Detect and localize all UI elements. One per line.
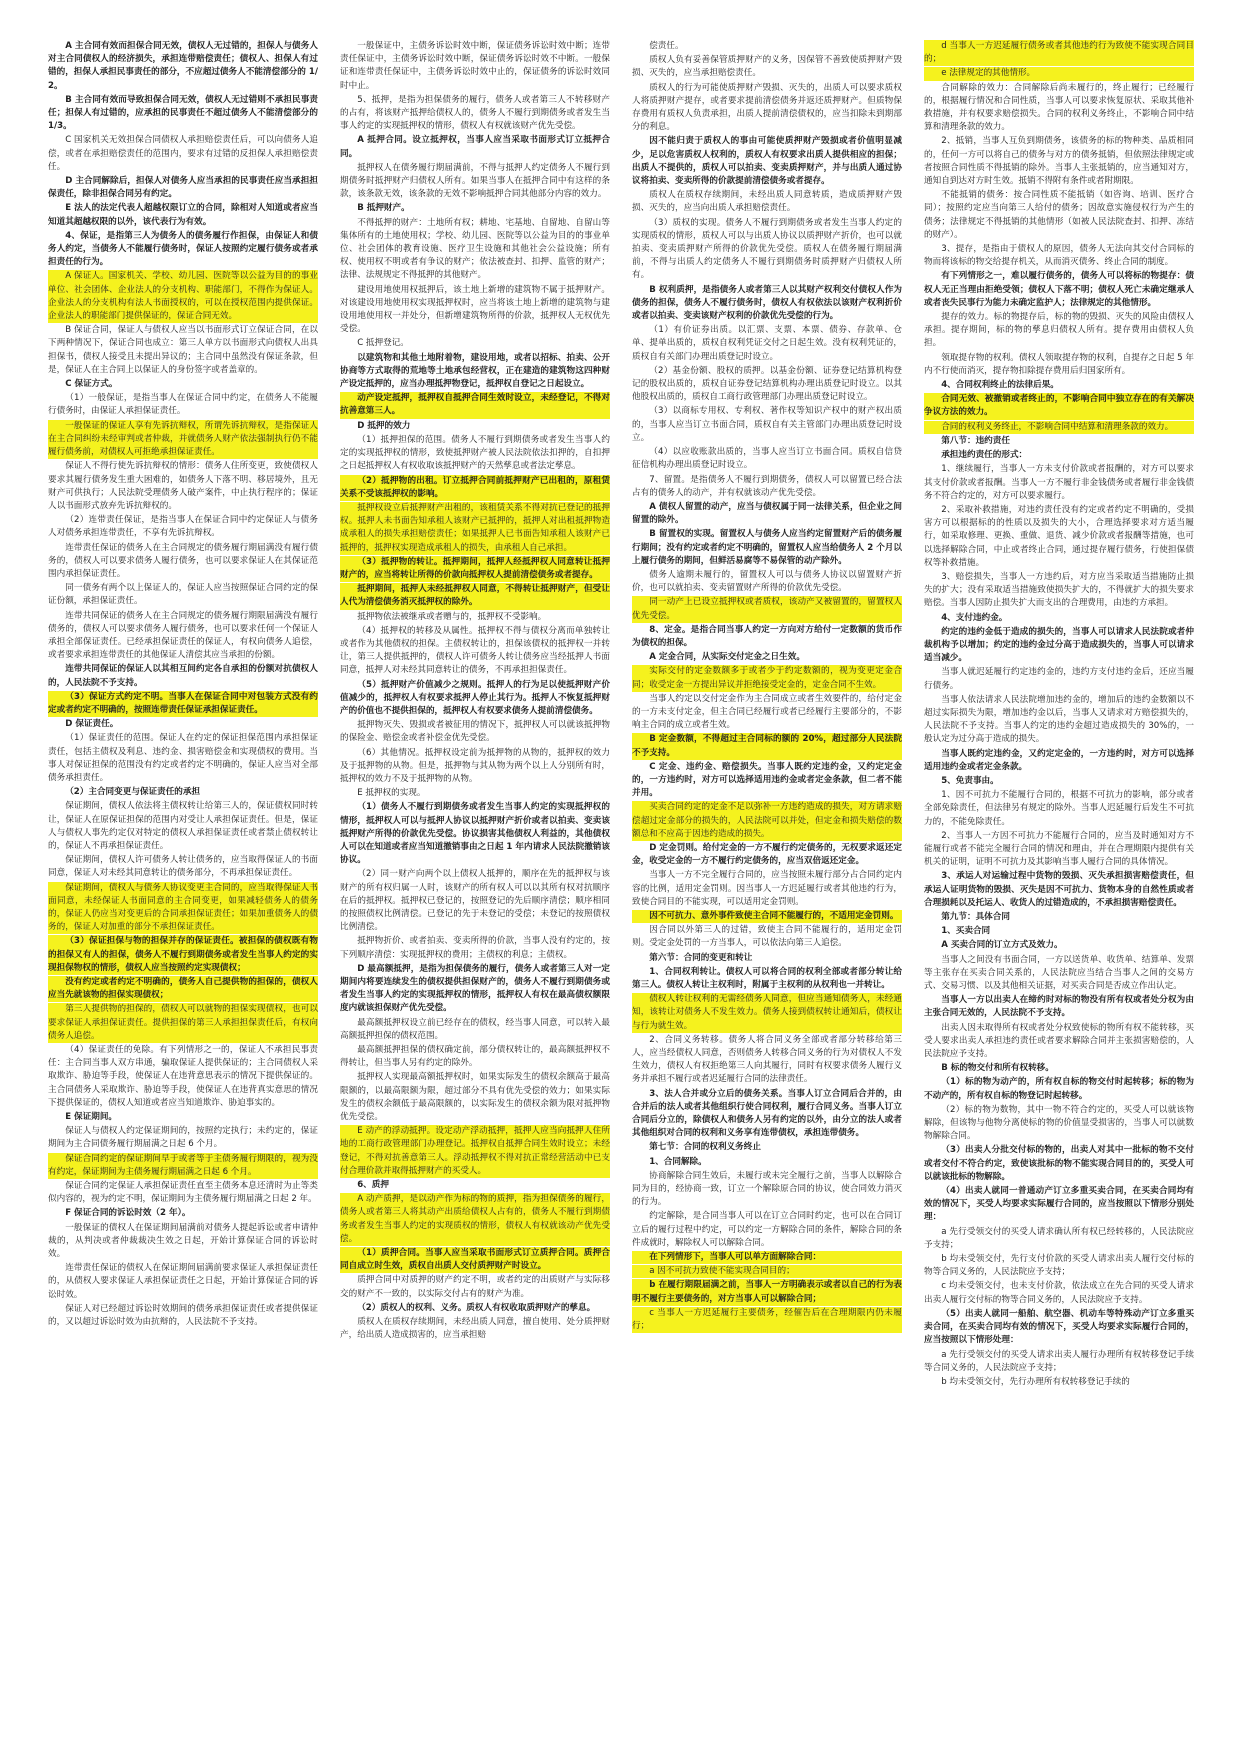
paragraph: （2）抵押物的出租。订立抵押合同前抵押财产已出租的，原租赁关系不受该抵押权的影响。 [340,475,610,501]
paragraph: 第三人提供物的担保的，债权人可以就物的担保实现债权，也可以要求保证人承担保证责任。提供担保的第三人承担担保责任后，有权向债务人追偿。 [48,1003,318,1043]
paragraph: （6）其他情况。抵押权设定前为抵押物的从物的，抵押权的效力及于抵押物的从物。但是，抵押物与其从物为两个以上人分别所有时，抵押权的效力不及于抵押物的从物。 [340,747,610,784]
paragraph: （1）标的物为动产的，所有权自标的物交付时起转移；标的物为不动产的，所有权自标的物登记时起转移。 [924,1077,1194,1101]
paragraph: 当事人一方不完全履行合同的，应当按照未履行部分占合同约定内容的比例，适用定金罚则。因当事人一方迟延履行或者其他违约行为，致使合同目的不能实现，可以适用定金罚则。 [632,870,902,907]
paragraph: a 因不可抗力致使不能实现合同目的； [632,1265,902,1278]
paragraph: A 债权人留置的动产，应当与债权属于同一法律关系，但企业之间留置的除外。 [632,501,902,526]
paragraph: 当事人之间没有书面合同，一方以送货单、收货单、结算单、发票等主张存在买卖合同关系的，人民法院应当结合当事人之间的交易方式、交易习惯、以及其他相关证据，对买卖合同是否成立作出认定。 [924,954,1194,992]
paragraph: 保证期间，债权人许可债务人转让债务的，应当取得保证人的书面同意，保证人对未经其同意转让的债务部分，不再承担保证责任。 [48,855,318,879]
paragraph: F 保证合同的诉讼时效（2 年）。 [65,1208,191,1219]
paragraph: C 保证方式。 [65,379,118,390]
paragraph: C 定金、违约金、赔偿损失。当事人既约定违约金，又约定定金的，一方违约时，对方可以选择适用违约金或者定金条款，但二者不能并用。 [632,761,902,799]
paragraph: 3、提存，是指由于债权人的原因，债务人无法向其交付合同标的物而将该标的物交给提存机关，从而消灭债务、终止合同的制度。 [924,244,1194,268]
paragraph: 3、承运人对运输过程中货物的毁损、灭失承担损害赔偿责任，但承运人证明货物的毁损、灭失是因不可抗力、货物本身的自然性质或者合理损耗以及托运人、收货人的过错造成的，不承担损害赔偿责任。 [924,871,1194,908]
paragraph: 1、合同权利转让。债权人可以将合同的权利全部或者部分转让给第三人。债权人转让主权利时，附属于主权利的从权利也一并转让。 [632,966,902,991]
paragraph: 建设用地使用权抵押后，该土地上新增的建筑物不属于抵押财产。对该建设用地使用权实现抵押权时，应当将该土地上新增的建筑物与建设用地使用权一并处分，但新增建筑物所得的价款，抵押权人无权优先受偿。 [340,284,610,335]
paragraph: （2）连带责任保证，是指当事人在保证合同中约定保证人与债务人对债务承担连带责任，不享有先诉抗辩权。 [48,515,318,539]
paragraph: E 抵押权的实现。 [357,788,426,799]
paragraph: 协商解除合同生效后，未履行或未完全履行之前，当事人以解除合同为目的，经协商一致，订立一个解除原合同的协议，使合同效力消灭的行为。 [632,1170,902,1208]
paragraph: （3）保证方式约定不明。当事人在保证合同中对包装方式没有约定或者约定不明确的，按照连带责任保证承担保证责任。 [48,691,318,717]
text-column-1 [48,40,318,1330]
paragraph: 抵押物灭失、毁损或者被征用的情况下，抵押权人可以就该抵押物的保险金、赔偿金或者补偿金优先受偿。 [340,720,610,744]
paragraph: 1、继续履行，当事人一方未支付价款或者报酬的，对方可以要求其支付价款或者报酬。当事人一方不履行非金钱债务或者履行非金钱债务不符合约定的，对方可以要求履行。 [924,464,1194,501]
paragraph: A 买卖合同的订立方式及效力。 [941,940,1063,951]
paragraph: a 先行受领交付的买受人请求出卖人履行办理所有权转移登记手续等合同义务的，人民法院应予支持； [924,1349,1194,1373]
paragraph: 同一债务有两个以上保证人的，保证人应当按照保证合同约定的保证份额，承担保证责任。 [48,583,318,607]
paragraph: 保证合同约定保证人承担保证责任直至主债务本息还清时为止等类似内容的，视为约定不明，保证期间为主债务履行期届满之日起 2 年。 [48,1181,318,1205]
paragraph: 质权人负有妥善保管质押财产的义务，因保管不善致使质押财产毁损、灭失的，应当承担赔偿责任。 [632,55,902,79]
paragraph: 抵押权设立后抵押财产出租的，该租赁关系不得对抗已登记的抵押权。抵押人未书面告知承租人该财产已抵押的，抵押人对出租抵押物造成承租人的损失承担赔偿责任；如果抵押人已书面告知承租人该财产已抵押的，抵押权实现造成承租人的损失，由承租人自己承担。 [340,502,610,555]
paragraph: b 均未受领交付，先行支付价款的买受人请求出卖人履行交付标的物等合同义务的，人民法院应予支持； [924,1254,1194,1278]
paragraph: 保证人对已经超过诉讼时效期间的债务承担保证责任或者提供保证的，又以超过诉讼时效为由抗辩的，人民法院不予支持。 [48,1303,318,1328]
paragraph: （1）债务人不履行到期债务或者发生当事人约定的实现抵押权的情形，抵押权人可以与抵押人协议以抵押财产折价或者以拍卖、变卖该抵押财产所得的价款优先受偿。协议损害其他债权人利益的，其他债权人可以在知道或者应当知道撤销事由之日起 1 年内请求人民法院撤销该协议。 [340,802,610,866]
paragraph: a 先行受领交付的买受人请求确认所有权已经转移的，人民法院应予支持； [924,1226,1194,1250]
paragraph: （3）抵押物的转让。抵押期间，抵押人经抵押权人同意转让抵押财产的，应当将转让所得的价款向抵押权人提前清偿债务或者提存。 [340,556,610,582]
paragraph: D 主合同解除后，担保人对债务人应当承担的民事责任应当承担担保责任，除非担保合同另有约定。 [48,176,318,200]
paragraph: A 抵押合同。设立抵押权，当事人应当采取书面形式订立抵押合同。 [340,135,610,159]
paragraph: 承担违约责任的形式： [941,450,1028,461]
paragraph: 4、合同权利终止的法律后果。 [941,380,1059,391]
paragraph: B 抵押财产。 [357,203,410,214]
paragraph: B 标的物交付和所有权转移。 [941,1063,1054,1074]
paragraph: 第六节：合同的变更和转让 [649,952,753,963]
paragraph: 提存的效力。标的物提存后，标的物的毁损、灭失的风险由债权人承担。提存期间，标的物的孳息归债权人所有。提存费用由债权人负担。 [924,312,1194,349]
paragraph: D 保证责任。 [65,719,119,730]
paragraph: 动产设定抵押，抵押权自抵押合同生效时设立，未经登记，不得对抗善意第三人。 [340,392,610,418]
paragraph: （3）出卖人分批交付标的物的，出卖人对其中一批标的物不交付或者交付不符合约定，致使该批标的物不能实现合同目的的，买受人可以就该批标的物解除。 [924,1145,1194,1182]
paragraph: 一般保证的债权人在保证期间届满前对债务人提起诉讼或者申请仲裁的，从判决或者仲裁裁决生效之日起，开始计算保证合同的诉讼时效。 [48,1222,318,1260]
paragraph: 当事人既约定违约金，又约定定金的，一方违约时，对方可以选择适用违约金或者定金条款。 [924,748,1194,772]
paragraph: 保证人与债权人约定保证期间的，按照约定执行；未约定的，保证期间为主合同债务履行期届满之日起 6 个月。 [48,1126,318,1150]
paragraph: 不能抵销的债务：按合同性质不能抵销（如咨询、培训、医疗合同）；按照约定应当向第三人给付的债务；因故意实施侵权行为产生的债务；法律规定不得抵销的其他情形（如被人民法院查封、扣押、冻结的财产）。 [924,190,1194,240]
paragraph: A 定金合同，从实际交付定金之日生效。 [649,652,805,663]
paragraph: B 保证合同，保证人与债权人应当以书面形式订立保证合同，在以下两种情况下，保证合同也成立：第三人单方以书面形式向债权人出具担保书，债权人接受且未提出异议的；主合同中虽然没有保证条款，但是，保证人在主合同上以保证人的身份签字或者盖章的。 [48,325,318,375]
paragraph: 2、采取补救措施，对违约责任没有约定或者约定不明确的，受损害方可以根据标的的性质以及损失的大小，合理选择要求对方适当履行，如采取修理、更换、重做、退货、减少价款或者报酬等措施，也可以选择解除合同，中止或者终止合同，通过提存履行债务，行使担保债权等补救措施。 [924,504,1194,568]
text-column-2 [340,40,610,1344]
paragraph: 以建筑物和其他土地附着物，建设用地，或者以招标、拍卖、公开协商等方式取得的荒地等土地承包经营权，正在建造的建筑物这四种财产设定抵押的，应当办理抵押物登记，抵押权自登记之日起设立。 [340,352,610,390]
paragraph: 7、留置。是指债务人不履行到期债务，债权人可以留置已经合法占有的债务人的动产，并有权就该动产优先受偿。 [632,474,902,498]
paragraph: C 国家机关无效担保合同债权人承担赔偿责任后，可以向债务人追偿，或者在承担赔偿责任的范围内，要求有过错的反担保人承担赔偿责任。 [48,135,318,172]
paragraph: 保证期间，债权人依法将主债权转让给第三人的，保证债权同时转让，保证人在原保证担保的范围内对受让人承担保证责任。但是，保证人与债权人事先约定仅对特定的债权人承担保证责任或者禁止债权转让的，保证人不再承担保证责任。 [48,801,318,851]
paragraph: c 均未受领交付，也未支付价款，依法成立在先合同的买受人请求出卖人履行交付标的物等合同义务的，人民法院应予支持。 [924,1281,1194,1305]
paragraph: 6、质押 [357,1180,389,1191]
paragraph: 质权人在质权存续期间，未经出质人同意，擅自使用、处分质押财产，给出质人造成损害的，应当承担赔 [340,1317,610,1341]
paragraph: D 抵押的效力 [357,420,411,431]
paragraph: （4）以应收账款出质的，当事人应当订立书面合同。质权自信贷征信机构办理出质登记时设立。 [632,447,902,471]
paragraph: （2）基金份额、股权的质押。以基金份额、证券登记结算机构登记的股权出质的，质权自证券登记结算机构办理出质登记时设立。以其他股权出质的，质权自工商行政管理部门办理出质登记时设立。 [632,365,902,403]
paragraph: 连带共同保证的债务人在主合同规定的债务履行期限届满没有履行债务的，债权人可以要求债务人履行债务，也可以要求任何一个保证人承担全部保证责任。已经承担保证责任的保证人，有权向债务人追偿，或者要求承担连带责任的其他保证人清偿其应当承担的份额。 [48,610,318,661]
paragraph: 3、法人合并或分立后的债务关系。当事人订立合同后合并的，由合并后的法人或者其他组织行使合同权利，履行合同义务。当事人订立合同后分立的，除债权人和债务人另有约定的以外，由分立的法人或者其他组织对合同的权利和义务享有连带债权，承担连带债务。 [632,1088,902,1139]
paragraph: （3）以商标专用权、专利权、著作权等知识产权中的财产权出质的，当事人应当订立书面合同，质权自有关主管部门办理出质登记时设立。 [632,406,902,443]
paragraph: 一般保证的保证人享有先诉抗辩权，所谓先诉抗辩权，是指保证人在主合同纠纷未经审判或者仲裁，并就债务人财产依法强制执行仍不能履行债务前，对债权人可拒绝承担保证责任。 [48,420,318,460]
paragraph: D 定金罚则。给付定金的一方不履行约定债务的，无权要求返还定金，收受定金的一方不履行约定债务的，应当双倍返还定金。 [632,842,902,867]
text-column-4 [924,40,1194,1390]
paragraph: B 主合同有效而导致担保合同无效，债权人无过错则不承担民事责任；担保人有过错的，应承担的民事责任不超过债务人不能清偿部分的 1/3。 [48,94,318,132]
paragraph: B 权利质押，是指债务人或者第三人以其财产权利交付债权人作为债务的担保，债务人不履行债务时，债权人有权依法以该财产权利折价或者以拍卖、变卖该财产权利的价款优先受偿的行为。 [632,284,902,322]
paragraph: 出卖人因未取得所有权或者处分权致使标的物所有权不能转移，买受人要求出卖人承担违约责任或者要求解除合同并主张损害赔偿的，人民法院应予支持。 [924,1022,1194,1060]
paragraph: 约定解除，是合同当事人可以在订立合同时约定，也可以在合同订立后的履行过程中约定，可以约定一方解除合同的条件，解除合同的条件成就时，解除权人可以解除合同。 [632,1211,902,1248]
paragraph: （3）质权的实现。债务人不履行到期债务或者发生当事人约定的实现质权的情形，质权人可以与出质人协议以质押财产折价，也可以就拍卖、变卖质押财产所得的价款优先受偿。质权人在债务履行期届满前，不得与出质人约定债务人不履行到期债务时质押财产归债权人所有。 [632,217,902,281]
paragraph: 抵押权人在债务履行期届满前，不得与抵押人约定债务人不履行到期债务时抵押财产归债权人所有。如果当事人在抵押合同中有这样的条款，该条款无效，该条款的无效不影响抵押合同其他部分内容的效力。 [340,162,610,200]
paragraph: 质权人在质权存续期间，未经出质人同意转质，造成质押财产毁损、灭失的，应当向出质人承担赔偿责任。 [632,190,902,214]
paragraph: 因合同以外第三人的过错，致使主合同不能履行的，适用定金罚则。受定金处罚的一方当事人，可以依法向第三人追偿。 [632,925,902,949]
paragraph: B 留置权的实现。留置权人与债务人应当约定留置财产后的债务履行期间；没有约定或者约定不明确的，留置权人应当给债务人 2 个月以上履行债务的期间，但鲜活易腐等不易保管的动产除外。 [632,529,902,566]
paragraph: 一般保证中，主债务诉讼时效中断，保证债务诉讼时效中断；连带责任保证中，主债务诉讼时效中断，保证债务诉讼时效不中断。一般保证和连带责任保证中，主债务诉讼时效中止的，保证债务的诉讼时效同时中止。 [340,41,610,91]
paragraph: （1）有价证券出质。以汇票、支票、本票、债券、存款单、仓单、提单出质的，质权自权利凭证交付之日起生效。没有权利凭证的，质权自有关部门办理出质登记时设立。 [632,325,902,362]
paragraph: 保证人不得行使先诉抗辩权的情形：债务人住所变更，致使债权人要求其履行债务发生重大困难的，如债务人下落不明、移居境外，且无财产可供执行；人民法院受理债务人破产案件，中止执行程序的；保证人以书面形式放弃先诉抗辩权的。 [48,461,318,511]
paragraph: 最高额抵押担保的债权确定前，部分债权转让的，最高额抵押权不得转让，但当事人另有约定的除外。 [340,1045,610,1069]
paragraph: 当事人一方以出卖人在缔约时对标的物没有所有权或者处分权为由主张合同无效的，人民法院不予支持。 [924,995,1194,1019]
paragraph: （2）标的物为数物，其中一物不符合约定的，买受人可以就该物解除，但该物与他物分离使标的物的价值显受损害的，当事人可以就数物解除合同。 [924,1104,1194,1142]
paragraph: 5、抵押，是指为担保债务的履行，债务人或者第三人不转移财产的占有，将该财产抵押给债权人的，债务人不履行到期债务或者发生当事人约定的实现抵押权的情形，债权人有权就该财产优先受偿。 [340,94,610,132]
paragraph: C 抵押登记。 [357,338,409,349]
paragraph: 5、免责事由。 [941,775,999,786]
paragraph: E 保证期间。 [65,1112,118,1123]
paragraph: 质押合同中对质押的财产约定不明，或者约定的出质财产与实际移交的财产不一致的，以实际交付占有的财产为准。 [340,1275,610,1299]
paragraph: 保证期间，债权人与债务人协议变更主合同的，应当取得保证人书面同意，未经保证人书面同意的主合同变更，如果减轻债务人的债务的，保证人仍应当对变更后的合同承担保证责任；如果加重债务人的债务的，保证人对加重的部分不承担保证责任。 [48,882,318,935]
paragraph: 4、支付违约金。 [941,612,1008,623]
paragraph: D 最高额抵押，是指为担保债务的履行，债务人或者第三人对一定期间内将要连续发生的债权提供担保财产的，债务人不履行到期债务或者发生当事人约定的实现抵押权的情形，抵押权人有权在最高债权额限度内就该担保财产优先受偿。 [340,963,610,1014]
paragraph: b 在履行期限届满之前，当事人一方明确表示或者以自己的行为表明不履行主要债务的，对方当事人可以解除合同； [632,1279,902,1305]
paragraph: 债权人转让权利的无需经债务人同意，但应当通知债务人，未经通知，该转让对债务人不发生效力。债务人接到债权转让通知后，债权让与行为就生效。 [632,993,902,1033]
paragraph: 没有约定或者约定不明确的，债务人自己提供物的担保的，债权人应当先就该物的担保实现债权； [48,976,318,1002]
paragraph: （1）保证责任的范围。保证人在约定的保证担保范围内承担保证责任，包括主债权及利息、违约金、损害赔偿金和实现债权的费用。当事人对保证担保的范围没有约定或者约定不明确的，保证人应当对全部债务承担责任。 [48,733,318,783]
paragraph: （4）保证责任的免除。有下列情形之一的，保证人不承担民事责任：主合同当事人双方串通，骗取保证人提供保证的；主合同债权人采取欺诈、胁迫等手段，使保证人在违背意思表示的情况下提供保证的。主合同债务人采取欺诈、胁迫等手段，使保证人在违背真实意思的情况下提供保证的，债权人知道或者应当知道欺诈、胁迫事实的。 [48,1045,318,1108]
paragraph: 2、抵销，当事人互负到期债务，该债务的标的物种类、品质相同的，任何一方可以将自己的债务与对方的债务抵销，但依照法律规定或者按照合同性质不得抵销的除外。当事人主张抵销的，应当通知对方，通知自到达对方时生效。抵销不得附有条件或者附期限。 [924,136,1194,187]
paragraph: b 均未受领交付，先行办理所有权转移登记手续的 [941,1376,1130,1387]
paragraph: 1、合同解除。 [649,1156,707,1167]
paragraph: 抵押物折价、或者拍卖、变卖所得的价款，当事人没有约定的，按下列顺序清偿：实现抵押权的费用；主债权的利息；主债权。 [340,936,610,960]
paragraph: d 当事人一方迟延履行债务或者其他违约行为致使不能实现合同目的； [924,40,1194,66]
paragraph: 合同的权利义务终止，不影响合同中结算和清理条款的效力。 [924,421,1194,434]
paragraph: 约定的违约金低于造成的损失的，当事人可以请求人民法院或者仲裁机构予以增加；约定的违约金过分高于造成损失的，当事人可以请求适当减少。 [924,626,1194,664]
paragraph: 抵押权人实现最高额抵押权时，如果实际发生的债权余额高于最高限额的，以最高限额为限，超过部分不具有优先受偿的效力；如果实际发生的债权余额低于最高限额的，以实际发生的债权余额为限对抵押物优先受偿。 [340,1072,610,1123]
paragraph: （1）质押合同。当事人应当采取书面形式订立质押合同。质押合同自成立时生效，质权自出质人交付质押财产时设立。 [340,1247,610,1273]
paragraph: A 动产质押，是以动产作为标的物的质押，指为担保债务的履行，债务人或者第三人将其动产出质给债权人占有的，债务人不履行到期债务或者发生当事人约定的实现质权的情形，债权人有权就该动产优先受偿。 [340,1193,610,1246]
paragraph: 最高额抵押权设立前已经存在的债权，经当事人同意，可以转入最高额抵押担保的债权范围。 [340,1017,610,1041]
paragraph: 抵押物依法被继承或者赠与的，抵押权不受影响。 [357,611,547,622]
paragraph: 合同解除的效力：合同解除后尚未履行的，终止履行；已经履行的，根据履行情况和合同性质，当事人可以要求恢复原状、采取其他补救措施，并有权要求赔偿损失。合同的权利义务终止，不影响合同中结算和清理条款的效力。 [924,82,1194,133]
paragraph: 3、赔偿损失，当事人一方违约后，对方应当采取适当措施防止损失的扩大；没有采取适当措施致使损失扩大的，不得就扩大的损失要求赔偿。当事人因防止损失扩大而支出的合理费用，由违约方承担。 [924,571,1194,609]
paragraph: （4）抵押权的转移及从属性。抵押权不得与债权分离而单独转让或者作为其他债权的担保。主债权转让的，担保该债权的抵押权一并转让，第三人提供抵押的，债权人许可债务人转让债务应当经抵押人书面同意，抵押人对未经其同意转让的债务，不再承担担保责任。 [340,625,610,676]
paragraph: （3）保证担保与物的担保并存的保证责任。被担保的债权既有物的担保又有人的担保，债务人不履行到期债务或者发生当事人约定的实现担保物权的情形，债权人应当按照约定实现债权； [48,935,318,975]
paragraph: E 动产的浮动抵押。设定动产浮动抵押，抵押人应当向抵押人住所地的工商行政管理部门办理登记。抵押权自抵押合同生效时设立；未经登记，不得对抗善意第三人。浮动抵押权不得对抗正常经营活动中已支付合理价款并取得抵押财产的买受人。 [340,1125,610,1178]
paragraph: 第八节：违约责任 [941,435,1010,446]
paragraph: A 保证人。国家机关、学校、幼儿园、医院等以公益为目的的事业单位、社会团体、企业法人的分支机构、职能部门，不得作为保证人。企业法人的分支机构有法人书面授权的，可以在授权范围内提供保证。企业法人的职能部门提供保证的，保证合同无效。 [48,270,318,323]
paragraph: （1）一般保证，是指当事人在保证合同中约定，在债务人不能履行债务时，由保证人承担保证责任。 [48,393,318,417]
text-column-3 [632,40,902,1334]
paragraph: 保证合同约定的保证期间早于或者等于主债务履行期限的，视为没有约定，保证期间为主债务履行期届满之日起 6 个月。 [48,1153,318,1179]
paragraph: 连带责任保证的债权人在保证期间届满前要求保证人承担保证责任的，从债权人要求保证人承担保证责任之日起，开始计算保证合同的诉讼时效。 [48,1263,318,1300]
paragraph: 连带共同保证的保证人以其相互间约定各自承担的份额对抗债权人的，人民法院不予支持。 [48,664,318,688]
paragraph: （4）出卖人就同一普通动产订立多重买卖合同，在买卖合同均有效的情况下，买受人均要求实际履行合同的，应当按照以下情形分别处理： [924,1186,1194,1223]
paragraph: 因不可抗力、意外事件致使主合同不能履行的，不适用定金罚则。 [632,910,902,923]
paragraph: （5）出卖人就同一船舶、航空器、机动车等特殊动产订立多重买卖合同，在买卖合同均有效的情况下，买受人均要求实际履行合同的，应当按照以下情形处理： [924,1308,1194,1346]
paragraph: （2）同一财产向两个以上债权人抵押的，顺序在先的抵押权与该财产的所有权归属一人时，该财产的所有权人可以以其所有权对抗顺序在后的抵押权。抵押权已登记的，按照登记的先后顺序清偿；顺序相同的按照债权比例清偿。已登记的先于未登记的受偿；未登记的按照债权比例清偿。 [340,869,610,933]
paragraph: （2）主合同变更与保证责任的承担 [65,787,201,798]
paragraph: 合同无效、被撤销或者终止的，不影响合同中独立存在的有关解决争议方法的效力。 [924,393,1194,419]
paragraph: 1、买卖合同 [941,926,991,937]
paragraph: 买卖合同约定的定金不足以弥补一方违约造成的损失，对方请求赔偿超过定金部分的损失的，人民法院可以并处，但定金和损失赔偿的数额总和不应高于因违约造成的损失。 [632,801,902,841]
paragraph: 偿责任。 [649,41,684,51]
paragraph: 同一动产上已设立抵押权或者质权，该动产又被留置的，留置权人优先受偿。 [632,596,902,622]
paragraph: 债务人逾期未履行的，留置权人可以与债务人协议以留置财产折价，也可以就拍卖、变卖留置财产所得的价款优先受偿。 [632,569,902,594]
paragraph: 第九节：具体合同 [941,912,1010,922]
paragraph: B 定金数额，不得超过主合同标的额的 20%，超过部分人民法院不予支持。 [632,733,902,759]
paragraph: e 法律规定的其他情形。 [924,67,1194,80]
paragraph: 抵押期间，抵押人未经抵押权人同意，不得转让抵押财产，但受让人代为清偿债务消灭抵押权的除外。 [340,583,610,609]
paragraph: 质权人的行为可能使质押财产毁损、灭失的，出质人可以要求质权人将质押财产提存，或者要求提前清偿债务并返还质押财产。但质物保存费用有质权人负责承担，出质人提前清偿债权的，应当扣除未到期部分的利息。 [632,82,902,133]
paragraph: E 法人的法定代表人超越权限订立的合同，除相对人知道或者应当知道其超越权限的以外，该代表行为有效。 [48,203,318,227]
paragraph: 领取提存物的权利。债权人领取提存物的权利，自提存之日起 5 年内不行使而消灭，提存物扣除提存费用后归国家所有。 [924,352,1194,376]
paragraph: 1、因不可抗力不能履行合同的，根据不可抗力的影响，部分或者全部免除责任，但法律另有规定的除外。当事人迟延履行后发生不可抗力的，不能免除责任。 [924,790,1194,827]
paragraph: （2）质权人的权利、义务。质权人有权收取质押财产的孳息。 [357,1302,596,1313]
paragraph: c 当事人一方迟延履行主要债务，经催告后在合理期限内仍未履行； [632,1307,902,1333]
paragraph: 4、保证，是指第三人为债务人的债务履行作担保，由保证人和债务人约定，当债务人不能履行债务时，保证人按照约定履行债务或者承担责任的行为。 [48,230,318,268]
paragraph: （5）抵押财产价值减少之规则。抵押人的行为足以使抵押财产价值减少的，抵押权人有权要求抵押人停止其行为。抵押人不恢复抵押财产的价值也不提供担保的，抵押权人有权要求债务人提前清偿债务。 [340,679,610,716]
paragraph: 因不能归责于质权人的事由可能使质押财产毁损或者价值明显减少，足以危害质权人权利的，质权人有权要求出质人提供相应的担保；出质人不提供的，质权人可以拍卖、变卖质押财产，并与出质人通过协议将拍卖、变卖所得的价款提前清偿债务或者提存。 [632,136,902,187]
paragraph: 有下列情形之一，难以履行债务的，债务人可以将标的物提存：债权人无正当理由拒绝受领；债权人下落不明；债权人死亡未确定继承人或者丧失民事行为能力未确定监护人；法律规定的其他情形。 [924,271,1194,308]
paragraph: A 主合同有效而担保合同无效，债权人无过错的，担保人与债务人对主合同债权人的经济损失，承担连带赔偿责任；债权人、担保人有过错的，担保人承担民事责任的部分，不应超过债务人不能清偿部分的 1/2。 [48,41,318,91]
paragraph: 2、当事人一方因不可抗力不能履行合同的，应当及时通知对方不能履行或者不能完全履行合同的情况和理由，并在合理期限内提供有关机关的证明，证明不可抗力及其影响当事人履行合同的具体情况。 [924,830,1194,868]
paragraph: （1）抵押担保的范围。债务人不履行到期债务或者发生当事人约定的实现抵押权的情形，致使抵押财产被人民法院依法扣押的，自扣押之日起抵押权人有权收取该抵押财产的天然孳息或者法定孳息。 [340,434,610,472]
paragraph: 2、合同义务转移。债务人将合同义务全部或者部分转移给第三人，应当经债权人同意，否则债务人转移合同义务的行为对债权人不发生效力，债权人有权拒绝第三人向其履行，同时有权要求债务人履行义务并承担不履行或者迟延履行合同的法律责任。 [632,1034,902,1085]
paragraph: 当事人依法请求人民法院增加违约金的，增加后的违约金数额以不超过实际损失为限，增加违约金以后，当事人又请求对方赔偿损失的，人民法院不予支持。当事人约定的违约金超过造成损失的 30%的，一般认定为过分高于造成的损失。 [924,694,1194,745]
paragraph: 当事人就迟延履行约定违约金的，违约方支付违约金后，还应当履行债务。 [924,667,1194,691]
paragraph: 实际交付的定金数额多于或者少于约定数额的，视为变更定金合同；收受定金一方提出异议并拒绝接受定金的，定金合同不生效。 [632,665,902,691]
paragraph: 不得抵押的财产：土地所有权；耕地、宅基地、自留地、自留山等集体所有的土地使用权；学校、幼儿园、医院等以公益为目的的事业单位、社会团体的教育设施、医疗卫生设施和其他社会公益设施；所有权、使用权不明或者有争议的财产；依法被查封、扣押、监管的财产；法律、法规规定不得抵押的其他财产。 [340,217,610,281]
paragraph: 连带责任保证的债务人在主合同规定的债务履行期届满没有履行债务的，债权人可以要求债务人履行债务，也可以要求保证人在其保证范围内承担保证责任。 [48,542,318,579]
paragraph: 第七节：合同的权利义务终止 [649,1142,761,1153]
paragraph: 在下列情形下，当事人可以单方面解除合同： [632,1251,902,1264]
paragraph: 当事人约定以交付定金作为主合同成立或者生效要件的，给付定金的一方未支付定金，但主合同已经履行或者已经履行主要部分的，不影响主合同的成立或者生效。 [632,693,902,731]
paragraph: 8、定金。是指合同当事人约定一方向对方给付一定数额的货币作为债权的担保。 [632,624,902,648]
